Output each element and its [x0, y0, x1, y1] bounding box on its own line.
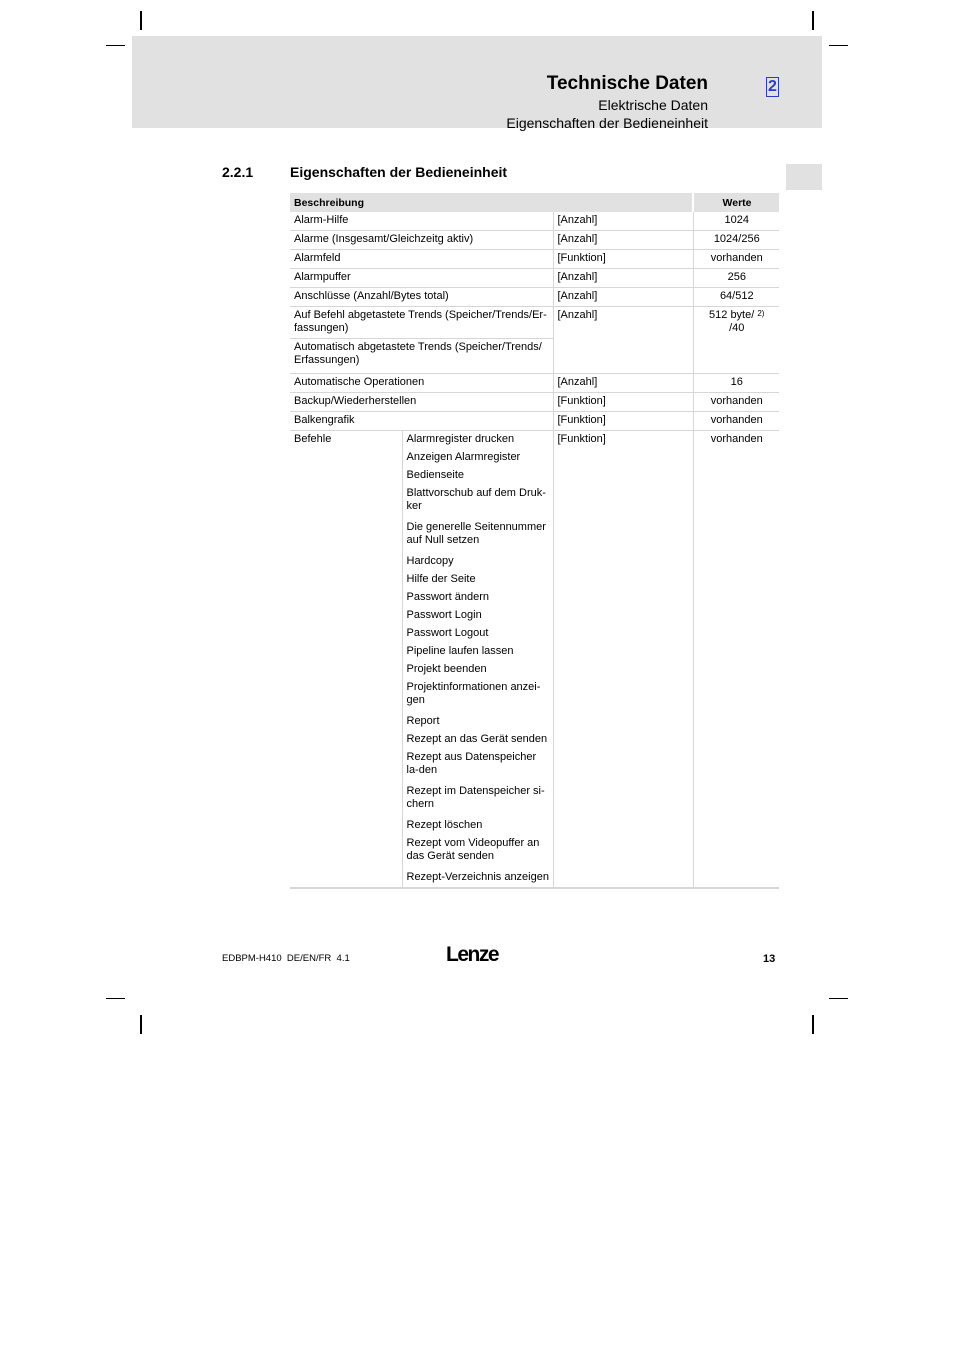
- befehle-item: Projektinformationen anzei-gen: [402, 679, 553, 713]
- crop-mark: [106, 45, 125, 46]
- row-label: Anschlüsse (Anzahl/Bytes total): [290, 288, 553, 307]
- row-label: Alarm-Hilfe: [290, 212, 553, 231]
- row-unit: [Anzahl]: [553, 231, 693, 250]
- table-row: [290, 374, 779, 393]
- befehle-item: Rezept vom Videopuffer an das Gerät senden: [402, 835, 553, 869]
- document-id: EDBPM-H410 DE/EN/FR 4.1: [222, 953, 350, 964]
- page-number: 13: [763, 953, 776, 965]
- table-row: [290, 393, 779, 412]
- crop-mark: [140, 11, 142, 30]
- table-row: [290, 307, 779, 339]
- row-unit: [Anzahl]: [553, 212, 693, 231]
- properties-table: [290, 193, 779, 889]
- table-header-row: [290, 193, 779, 212]
- table-row: [290, 431, 779, 450]
- section-title: Eigenschaften der Bedieneinheit: [290, 164, 508, 180]
- row-label: Alarmfeld: [290, 250, 553, 269]
- table-row: [290, 288, 779, 307]
- row-value: 64/512: [693, 288, 779, 307]
- row-label: Alarme (Insgesamt/Gleichzeitg aktiv): [290, 231, 553, 250]
- page-subtitle: Elektrische Daten: [598, 97, 708, 113]
- row-value-cell: [693, 307, 779, 374]
- befehle-item: Blattvorschub auf dem Druk-ker: [402, 485, 553, 519]
- row-unit: [Anzahl]: [553, 374, 693, 393]
- table-row: [290, 212, 779, 231]
- row-unit: [Funktion]: [553, 412, 693, 431]
- lenze-logo: Lenze: [446, 943, 499, 966]
- befehle-item: Rezept im Datenspeicher si-chern: [402, 783, 553, 817]
- row-label: Alarmpuffer: [290, 269, 553, 288]
- befehle-item: Rezept löschen: [402, 817, 553, 835]
- row-value: 16: [693, 374, 779, 393]
- row-label: Automatische Operationen: [290, 374, 553, 393]
- page-title: Technische Daten: [546, 73, 708, 94]
- row-value: 256: [693, 269, 779, 288]
- befehle-item: Rezept an das Gerät senden: [402, 731, 553, 749]
- befehle-item: Anzeigen Alarmregister: [402, 449, 553, 467]
- page-subtitle-2: Eigenschaften der Bedieneinheit: [506, 115, 708, 131]
- row-unit: [Funktion]: [553, 250, 693, 269]
- befehle-item: Die generelle Seitennummer auf Null setzen: [402, 519, 553, 553]
- row-unit: [Anzahl]: [553, 269, 693, 288]
- crop-mark: [106, 998, 125, 999]
- row-unit: [Funktion]: [553, 393, 693, 412]
- table-row: [290, 412, 779, 431]
- befehle-item: Projekt beenden: [402, 661, 553, 679]
- befehle-item: Passwort ändern: [402, 589, 553, 607]
- row-value: 512 byte/: [709, 309, 755, 321]
- row-value: vorhanden: [693, 250, 779, 269]
- befehle-item: Rezept-Verzeichnis anzeigen: [402, 869, 553, 888]
- table-row: [290, 250, 779, 269]
- befehle-unit: [Funktion]: [553, 431, 693, 889]
- row-value: vorhanden: [693, 393, 779, 412]
- header-values: Werte: [693, 193, 779, 212]
- row-value: 1024: [693, 212, 779, 231]
- section-number: 2.2.1: [222, 164, 254, 180]
- befehle-item: Passwort Login: [402, 607, 553, 625]
- crop-mark: [829, 998, 848, 999]
- befehle-label: Befehle: [290, 431, 402, 889]
- crop-mark: [140, 1015, 142, 1034]
- row-value-line2: /40: [729, 322, 745, 334]
- befehle-item: Hardcopy: [402, 553, 553, 571]
- befehle-item: Pipeline laufen lassen: [402, 643, 553, 661]
- befehle-value: vorhanden: [693, 431, 779, 889]
- befehle-item: Report: [402, 713, 553, 731]
- footnote-ref: 2): [757, 309, 765, 318]
- crop-mark: [829, 45, 848, 46]
- row-unit: [Anzahl]: [553, 307, 693, 374]
- befehle-item: Alarmregister drucken: [402, 431, 553, 450]
- row-unit: [Anzahl]: [553, 288, 693, 307]
- row-label: Auf Befehl abgetastete Trends (Speicher/Trends/Er-fassungen): [290, 307, 553, 339]
- header-description: Beschreibung: [290, 193, 693, 212]
- befehle-item: Hilfe der Seite: [402, 571, 553, 589]
- row-label: Automatisch abgetastete Trends (Speicher/Trends/ Erfassungen): [290, 339, 553, 374]
- befehle-item: Passwort Logout: [402, 625, 553, 643]
- row-value: vorhanden: [693, 412, 779, 431]
- crop-mark: [812, 11, 814, 30]
- row-value: 1024/256: [693, 231, 779, 250]
- row-label: Backup/Wiederherstellen: [290, 393, 553, 412]
- crop-mark: [812, 1015, 814, 1034]
- table-row: [290, 231, 779, 250]
- befehle-item: Rezept aus Datenspeicher la-den: [402, 749, 553, 783]
- chapter-number-link[interactable]: 2: [766, 77, 779, 97]
- row-label: Balkengrafik: [290, 412, 553, 431]
- header-band: [132, 36, 822, 128]
- befehle-item: Bedienseite: [402, 467, 553, 485]
- table-row: [290, 269, 779, 288]
- chapter-side-tab: [786, 164, 822, 190]
